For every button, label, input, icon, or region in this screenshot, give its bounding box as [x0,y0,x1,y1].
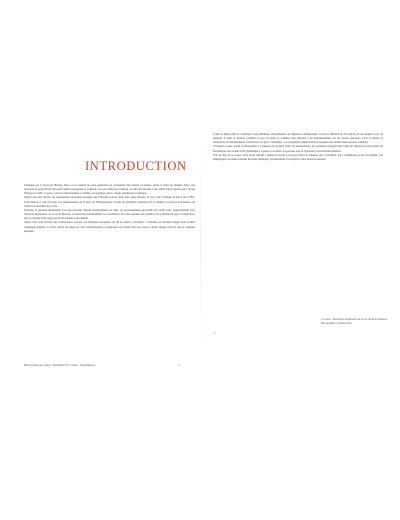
page-number: 11 [178,364,181,367]
paragraph: L'Ukraine est une société en mouvement. La jeunesse des grandes villes, les entrepreneurs, les volontaires engagés dans l'aide aux déplacés et aux soldats ont fait émerger une société civile dynamique. La guerre a accéléré ce processus tout en l'exposant à de nouvelles menaces. [213,145,383,153]
paragraph: Jusqu'à une date récente, les responsables européens pensaient que l'Ukraine pouvait rester entre deux mondes, ni tout à fait à l'Ouest, ni tout à fait à l'Est. Cette illusion a volé en éclats. Les manifestations de la place de l'Indépendance, la fuite du président, l'annexion de la Crimée et la guerre du Donbass ont révélé la profondeur de la crise. [24,196,195,208]
paragraph: L'Ukraine est à l'ouest de l'Europe. Kiev est la capitale de notre génération au croisement d'un monde en rupture. Après la chute de l'empire, Kiev s'est retrouvée au point de bascule entre l'Union européenne et la Russie, au cœur même du continent. Le rôle de l'Ukraine a été central dans la guerre qui a ravagé l'Europe en 1939 ; le pays a vécu la collectivisation, la famine, l'occupation, puis la longue domination soviétique. [24,184,195,196]
chapter-title: INTRODUCTION [85,159,187,173]
photo-credit: Photographies en couleur : Maximilian Nil / Lindos · Depositphotos. [24,364,96,367]
left-body-text [24,184,195,356]
caption-credit: Photographie : Yousuba 2020. [321,321,353,325]
paragraph: L'idée de départ était de contribuer à une meilleure compréhension de l'Ukraine contemporaine. À travers l'histoire de ses régions, de ses langues et de ses identités, il s'agit de montrer combien le pays est divers et combien cette diversité a été instrumentalisée par les acteurs extérieurs. L'Est et l'Ouest, le russophone et l'ukrainophone, l'orthodoxe et le gréco-catholique : ces oppositions simplificatrices masquent une réalité beaucoup plus complexe. [213,133,383,145]
paragraph: Après avoir tenté d'éviter une confrontation ouverte, les dirigeants européens ont dû se rendre à l'évidence : l'Ukraine est devenue l'enjeu d'une rivalité stratégique majeure. Ce livre retrace les étapes de cette transformation et s'interroge sur l'avenir d'un pays dont le destin engage celui de tout le continent européen. [24,221,195,233]
caption-line: Ci-contre : funérailles de Khrakiv, sur le rive droite du Dniester. [321,318,388,321]
page-number: 12 [213,332,216,335]
photo-caption [321,318,387,325]
paragraph: Pourtant, la question ukrainienne n'est pas nouvelle. Depuis l'indépendance de 1991, les gouvernements successifs ont oscillé entre rapprochement avec l'Ouest et dépendance vis-à-vis de Moscou. Les élections présidentielles, les révolutions, les crises gazières ont rythmé la vie politique du pays. L'oligarchie a pris le contrôle d'une large part de l'économie et des médias. [24,208,195,221]
paragraph: Tout au long de ces pages, nous avons cherché à donner la parole à ceux qui vivent en Ukraine, qui y travaillent, qui y combattent ou qui l'ont quittée. Les témoignages recueillis éclairent les choix politiques, les hésitations et les espoirs d'une nation en devenir. [213,153,383,161]
right-body-text [213,133,383,311]
right-page [200,0,400,520]
